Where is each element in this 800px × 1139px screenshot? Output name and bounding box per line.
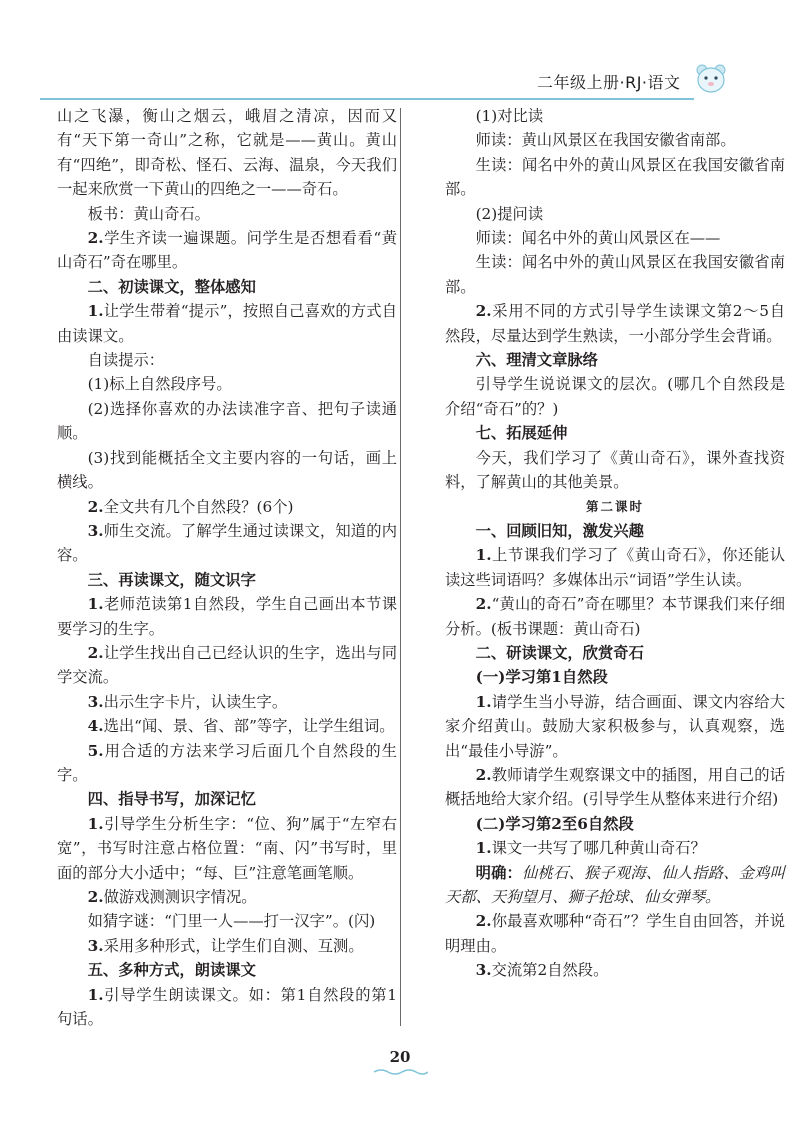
paragraph [445,226,785,250]
paragraph-text: 生读：闻名中外的黄山风景区在我国安徽省南部。 [445,155,785,199]
paragraph [57,934,397,958]
page-number: 20 [389,1048,411,1066]
item-number: 4. [87,717,104,736]
paragraph [445,690,785,763]
item-number: 2. [475,912,492,931]
section-heading [57,275,397,299]
section-heading [445,421,785,445]
paragraph [57,397,397,446]
item-number: 5. [87,741,104,760]
paragraph [445,861,785,910]
section-heading [445,348,785,372]
paragraph-text: 今天，我们学习了《黄山奇石》，课外查找资料，了解黄山的其他美景。 [445,448,785,492]
paragraph-text: (二)学习第2至6自然段 [475,814,634,833]
item-number: 1. [475,692,492,711]
paragraph-text: 引导学生分析生字：“位、狗”属于“左窄右宽”，书写时注意占格位置：“南、闪”书写时，里面的部分大小适中；“每、巨”注意笔画笔顺。 [57,814,397,882]
paragraph-text: 学生齐读一遍课题。问学生是否想看看“黄山奇石”奇在哪里。 [57,229,397,272]
item-number: 2. [475,595,492,614]
book-title: 二年级上册·RJ·语文 [537,73,681,92]
section-heading [445,641,785,665]
paragraph [445,836,785,860]
paragraph [57,104,397,202]
paragraph [445,202,785,226]
item-number: 1. [87,814,104,833]
paragraph [57,348,397,372]
item-number: 1. [475,546,492,565]
section-heading [57,568,397,592]
paragraph [445,909,785,958]
paragraph [57,739,397,788]
item-number: 1. [87,985,104,1004]
paragraph-text: (3)找到能概括全文主要内容的一句话，画上横线。 [57,448,397,492]
paragraph-text: 采用多种形式，让学生们自测、互测。 [103,936,364,955]
paragraph [445,372,785,421]
paragraph-text: 让学生找出自己已经认识的生字，选出与同学交流。 [57,643,397,687]
paragraph [445,104,785,128]
item-number: 2. [475,765,492,784]
paragraph-text: 山之飞瀑，衡山之烟云，峨眉之清凉，因而又有“天下第一奇山”之称，它就是——黄山。黄山有“四绝”，即奇松、怪石、云海、温泉，今天我们一起来欣赏一下黄山的四绝之一——奇石。 [57,107,397,199]
paragraph-text: 五、多种方式，朗读课文 [87,961,256,980]
paragraph-text: 仙桃石、猴子观海、仙人指路、金鸡叫天都、天狗望月、狮子抢球、仙女弹琴。 [445,863,785,906]
paragraph [57,714,397,738]
right-column [445,104,785,983]
item-number: 2. [87,643,104,662]
paragraph [445,592,785,641]
item-number: 1. [475,839,492,858]
paragraph [57,495,397,519]
paragraph-text: 让学生带着“提示”，按照自己喜欢的方式自由读课文。 [57,302,397,345]
paragraph-text: 选出“闻、景、省、部”等字，让学生组词。 [103,717,395,736]
paragraph [57,641,397,690]
paragraph [57,299,397,348]
item-number: 3. [475,961,492,980]
paragraph-text: (一)学习第1自然段 [475,668,608,687]
paragraph [445,128,785,152]
paragraph [57,885,397,909]
paragraph-text: 引导学生说说课文的层次。(哪几个自然段是介绍“奇石”的？) [445,375,785,418]
paragraph-text: 自读提示： [87,351,165,370]
paragraph-text: (2)选择你喜欢的办法读准字音、把句子读通顺。 [57,399,397,443]
page-header [0,58,800,98]
paragraph-text: 二、初读课文，整体感知 [87,277,256,296]
item-number: 2. [475,302,492,321]
item-number: 3. [87,521,104,540]
section-heading [445,812,785,836]
section-heading [57,787,397,811]
paragraph-text: 全文共有几个自然段？(6个) [103,497,294,516]
bear-mascot-icon [694,62,728,94]
paragraph [445,299,785,348]
paragraph-text: 师生交流。了解学生通过读课文，知道的内容。 [57,521,397,565]
paragraph [57,226,397,275]
item-number: 2. [87,497,104,516]
paragraph-text: (1)对比读 [475,107,544,125]
paragraph-text: (2)提问读 [475,204,544,223]
column-divider [400,108,401,1026]
paragraph-text: 交流第2自然段。 [491,961,609,980]
paragraph [445,958,785,982]
item-number: 3. [87,692,104,711]
paragraph-text: 三、再读课文，随文识字 [87,570,256,589]
item-number: 2. [87,888,104,906]
paragraph-text: 你最喜欢哪种“奇石”？学生自由回答，并说明理由。 [445,912,785,955]
paragraph [57,983,397,1032]
paragraph [57,202,397,226]
paragraph-text: 出示生字卡片，认读生字。 [103,692,288,711]
paragraph-text: 上节课我们学习了《黄山奇石》，你还能认读这些词语吗？多媒体出示“词语”学生认读。 [445,546,785,589]
section-heading [445,495,785,519]
paragraph-text: 引导学生朗读课文。如：第1自然段的第1句话。 [57,985,397,1029]
paragraph [445,446,785,495]
paragraph-text: 师读：黄山风景区在我国安徽省南部。 [475,131,736,150]
left-column [57,104,397,1031]
paragraph-text: “黄山的奇石”奇在哪里？本节课我们来仔细分析。(板书课题：黄山奇石) [445,595,785,638]
paragraph [445,250,785,299]
paragraph-text: 一、回顾旧知，激发兴趣 [475,521,644,540]
item-number: 3. [87,936,104,955]
paragraph-text: 师读：闻名中外的黄山风景区在—— [475,229,721,248]
paragraph-text: 第二课时 [585,498,644,514]
paragraph [57,519,397,568]
paragraph [57,446,397,495]
item-number: 1. [87,302,104,321]
paragraph [57,372,397,396]
paragraph-text: 板书：黄山奇石。 [87,204,210,223]
paragraph-text: 课文一共写了哪几种黄山奇石？ [491,839,706,858]
paragraph [57,812,397,885]
item-number: 1. [87,595,104,614]
paragraph-text: 采用不同的方式引导学生读课文第2～5自然段，尽量达到学生熟读，一小部分学生会背诵。 [445,302,785,345]
wave-ornament-icon [372,1068,428,1076]
paragraph-text: 生读：闻名中外的黄山风景区在我国安徽省南部。 [445,253,785,296]
paragraph [445,153,785,202]
paragraph-text: 七、拓展延伸 [475,424,568,443]
section-heading [445,519,785,543]
paragraph [445,543,785,592]
paragraph-text: 老师范读第1自然段，学生自己画出本节课要学习的生字。 [57,595,397,638]
paragraph-text: 请学生当小导游，结合画面、课文内容给大家介绍黄山。鼓励大家积极参与，认真观察，选出“最佳小导游”。 [445,692,785,760]
item-number: 2. [87,229,104,248]
section-heading [445,665,785,689]
paragraph [445,763,785,812]
paragraph-text: 用合适的方法来学习后面几个自然段的生字。 [57,741,397,784]
paragraph [57,592,397,641]
paragraph-text: 做游戏测测识字情况。 [103,888,257,906]
paragraph-text: 六、理清文章脉络 [475,351,598,370]
paragraph-text: 四、指导书写，加深记忆 [87,790,256,809]
paragraph-text: 如猜字谜：“门里一人——打一汉字”。(闪) [87,912,376,931]
header-rule [40,98,694,100]
paragraph-text: 二、研读课文，欣赏奇石 [475,643,644,662]
item-number: 明确： [475,863,523,882]
section-heading [57,958,397,982]
paragraph-text: 教师请学生观察课文中的插图，用自己的话概括地给大家介绍。(引导学生从整体来进行介绍) [445,765,785,809]
paragraph-text: (1)标上自然段序号。 [87,375,232,394]
paragraph [57,690,397,714]
paragraph [57,909,397,933]
